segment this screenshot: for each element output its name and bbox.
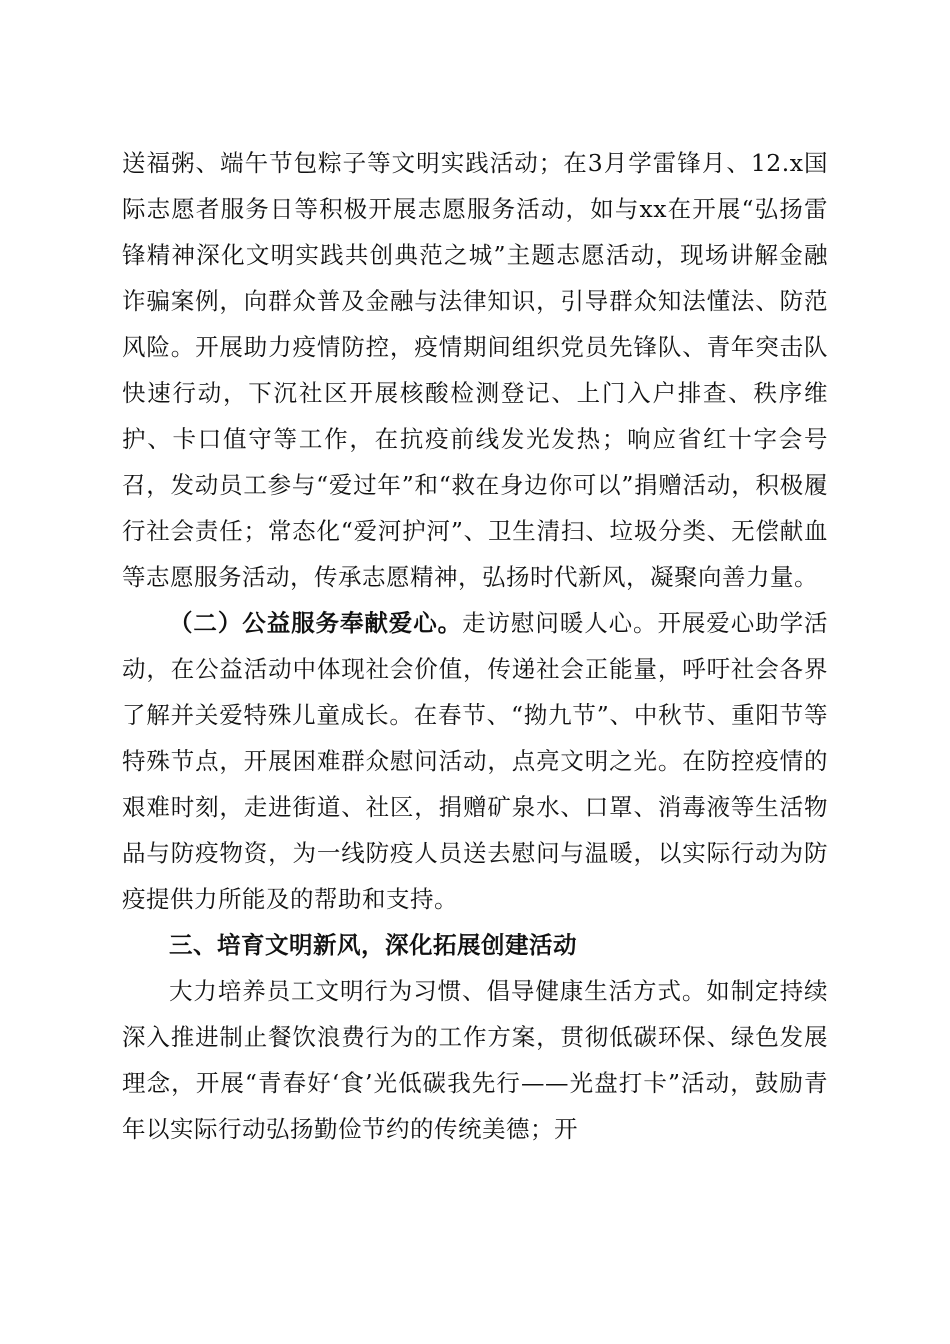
subsection-title-public-welfare: （二）公益服务奉献爱心。 (169, 609, 463, 637)
section-heading-civilization: 三、培育文明新风，深化拓展创建活动 (169, 931, 577, 959)
paragraph-public-welfare (122, 600, 828, 922)
paragraph-civilized-habits: 大力培养员工文明行为习惯、倡导健康生活方式。如制定持续深入推进制止餐饮浪费行为的工作方案，贯彻低碳环保、绿色发展理念，开展“青春好‘食’光低碳我先行——光盘打卡”活动，鼓励青年以实际行动弘扬勤俭节约的传统美德；开 (122, 977, 828, 1143)
document-body (122, 140, 828, 1152)
paragraph-public-welfare-body: 走访慰问暖人心。开展爱心助学活动，在公益活动中体现社会价值，传递社会正能量，呼吁社会各界了解并关爱特殊儿童成长。在春节、“拗九节”、中秋节、重阳节等特殊节点，开展困难群众慰问活动，点亮文明之光。在防控疫情的艰难时刻，走进街道、社区，捐赠矿泉水、口罩、消毒液等生活物品与防疫物资，为一线防疫人员送去慰问与温暖，以实际行动为防疫提供力所能及的帮助和支持。 (122, 609, 829, 913)
paragraph-volunteer-activities: 送福粥、端午节包粽子等文明实践活动；在3月学雷锋月、12.x国际志愿者服务日等积极开展志愿服务活动，如与xx在开展“弘扬雷锋精神深化文明实践共创典范之城”主题志愿活动，现场讲解金融诈骗案例，向群众普及金融与法律知识，引导群众知法懂法、防范风险。开展助力疫情防控，疫情期间组织党员先锋队、青年突击队快速行动，下沉社区开展核酸检测登记、上门入户排查、秩序维护、卡口值守等工作，在抗疫前线发光发热；响应省红十字会号召，发动员工参与“爱过年”和“救在身边你可以”捐赠活动，积极履行社会责任；常态化“爱河护河”、卫生清扫、垃圾分类、无偿献血等志愿服务活动，传承志愿精神，弘扬时代新风，凝聚向善力量。 (122, 149, 828, 591)
